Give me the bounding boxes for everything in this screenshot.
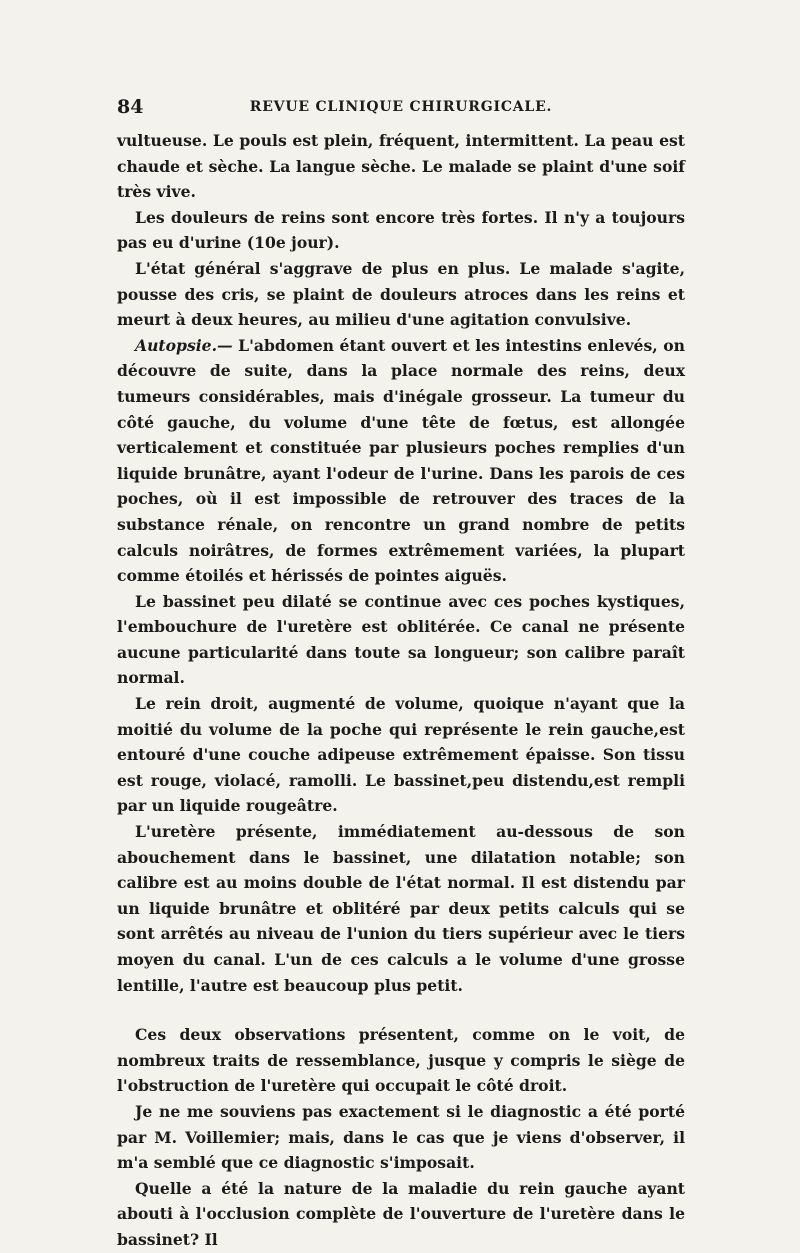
body-text: [117, 128, 685, 1253]
paragraph: Je ne me souviens pas exactement si le diagnostic a été porté par M. Voillemier; mais, dans le cas que je viens d'observer, il m'a semblé que ce diagnostic s'imposait.: [117, 1101, 685, 1173]
paragraph: Quelle a été la nature de la maladie du rein gauche ayant abouti à l'occlusion complète de l'ouverture de l'uretère dans le bassinet? Il: [117, 1178, 685, 1249]
paragraph: Les douleurs de reins sont encore très fortes. Il n'y a toujours pas eu d'urine (10e jour).: [117, 207, 685, 253]
running-title: REVUE CLINIQUE CHIRURGICALE.: [249, 99, 553, 115]
paragraph-autopsie: [117, 333, 685, 589]
page-header: [117, 96, 685, 120]
paragraph: vultueuse. Le pouls est plein, fréquent, intermittent. La peau est chaude et sèche. La langue sèche. Le malade se plaint d'une soif très vive.: [117, 131, 685, 202]
paragraph: Ces deux observations présentent, comme on le voit, de nombreux traits de ressemblance, jusque y compris le siège de l'obstruction de l'uretère qui occupait le côté droit.: [117, 1025, 685, 1096]
autopsie-text: L'abdomen étant ouvert et les intestins enlevés, on découvre de suite, dans la place normale des reins, deux tumeurs considérables, mais d'inégale grosseur. La tumeur du côté gauche, du volume d'une tête de fœtus, est allongée verticalement et constituée par plusieurs poches remplies d'un liquide brunâtre, ayant l'odeur de l'urine. Dans les parois de ces poches, où il est impossible de retrouver des traces de la substance rénale, on rencontre un grand nombre de petits calculs noirâtres, de formes extrêmement variées, la plupart comme étoilés et hérissés de pointes aiguës.: [117, 335, 685, 586]
paragraph: Le bassinet peu dilaté se continue avec ces poches kystiques, l'embouchure de l'uretère est oblitérée. Ce canal ne présente aucune particularité dans toute sa longueur; son calibre paraît normal.: [117, 591, 685, 688]
paragraph: L'uretère présente, immédiatement au-dessous de son abouchement dans le bassinet, une dilatation notable; son calibre est au moins double de l'état normal. Il est distendu par un liquide brunâtre et oblitéré par deux petits calculs qui se sont arrêtés au niveau de l'union du tiers supérieur avec le tiers moyen du canal. L'un de ces calculs a le volume d'une grosse lentille, l'autre est beaucoup plus petit.: [117, 822, 685, 995]
page-number: 84: [117, 96, 144, 118]
paragraph: L'état général s'aggrave de plus en plus. Le malade s'agite, pousse des cris, se plaint de douleurs atroces dans les reins et meurt à deux heures, au milieu d'une agitation convulsive.: [117, 258, 685, 330]
paragraph: Le rein droit, augmenté de volume, quoique n'ayant que la moitié du volume de la poche qui représente le rein gauche,est entouré d'une couche adipeuse extrêmement épaisse. Son tissu est rouge, violacé, ramolli. Le bassinet,peu distendu,est rempli par un liquide rougeâtre.: [117, 694, 685, 816]
section-gap: [117, 998, 685, 1022]
autopsie-label: Autopsie.—: [135, 335, 233, 355]
